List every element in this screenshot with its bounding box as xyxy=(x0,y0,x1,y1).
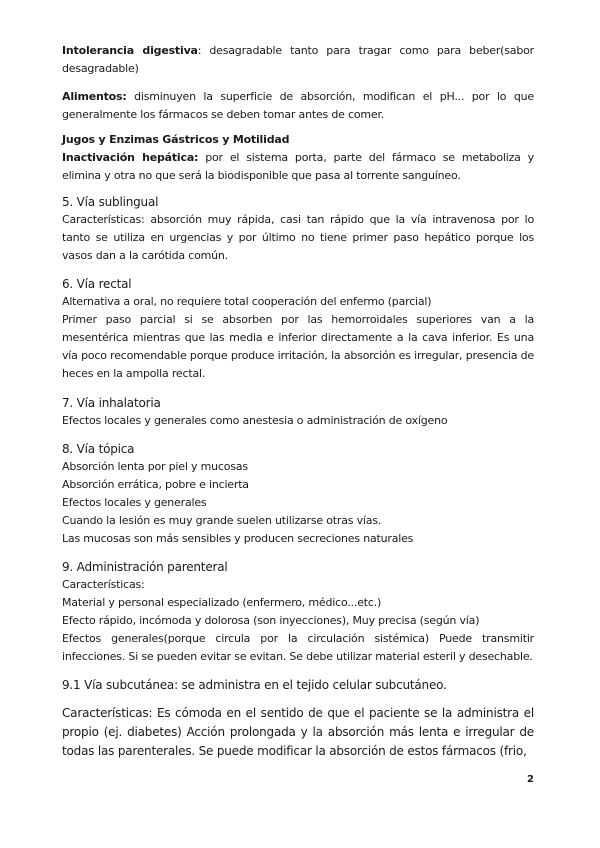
page-number: 2 xyxy=(527,774,534,785)
term-inactivacion: Inactivación hepática: xyxy=(62,151,199,164)
heading-jugos: Jugos y Enzimas Gástricos y Motilidad xyxy=(62,133,290,146)
parenteral-line: Características: xyxy=(62,578,145,591)
text-alimentos: disminuyen la superficie de absorción, modifican el pH... por lo que generalmente los fármacos se deben tomar antes de comer. xyxy=(62,90,534,121)
heading-subcutanea: 9.1 Vía subcutánea: se administra en el tejido celular subcutáneo. xyxy=(62,678,447,692)
heading-rectal: 6. Vía rectal xyxy=(62,277,132,291)
heading-sublingual: 5. Vía sublingual xyxy=(62,195,159,209)
topica-line: Absorción lenta por piel y mucosas xyxy=(62,460,248,473)
paragraph-inactivacion xyxy=(62,149,534,185)
topica-line: Las mucosas son más sensibles y producen secreciones naturales xyxy=(62,532,414,545)
heading-inhalatoria: 7. Vía inhalatoria xyxy=(62,396,161,410)
parenteral-line: Material y personal especializado (enfermero, médico...etc.) xyxy=(62,596,382,609)
paragraph-sublingual: Características: absorción muy rápida, casi tan rápido que la vía intravenosa por lo tanto se utiliza en urgencias y por último no tiene primer paso hepático porque los vasos dan a la carótida común. xyxy=(62,213,534,262)
paragraph-intolerancia xyxy=(62,42,534,78)
term-intolerancia: Intolerancia digestiva xyxy=(62,44,198,57)
paragraph-subcutanea: Características: Es cómoda en el sentido de que el paciente se la administra el propio (ej. diabetes) Acción prolongada y la absorción más lenta e irregular de todas las parenterales. Se puede modificar la absorción de estos fármacos (frio, xyxy=(62,706,534,758)
topica-line: Efectos locales y generales xyxy=(62,496,207,509)
parenteral-line: Efecto rápido, incómoda y dolorosa (son inyecciones), Muy precisa (según vía) xyxy=(62,614,480,627)
parenteral-line: Efectos generales(porque circula por la circulación sistémica) Puede transmitir infecciones. Si se pueden evitar se evitan. Se debe utilizar material esteril y desechable. xyxy=(62,632,534,663)
heading-parenteral: 9. Administración parenteral xyxy=(62,560,228,574)
topica-line: Absorción errática, pobre e incierta xyxy=(62,478,249,491)
paragraph-rectal-2: Primer paso parcial si se absorben por las hemorroidales superiores van a la mesentérica mientras que las media e inferior directamente a la cava inferior. Es una vía poco recomendable porque produce irritación, la absorción es irregular, presencia de heces en la ampolla rectal. xyxy=(62,313,534,380)
term-alimentos: Alimentos: xyxy=(62,90,127,103)
text-intolerancia: : desagradable tanto para tragar como para beber(sabor desagradable) xyxy=(62,44,534,75)
text-inactivacion: por el sistema porta, parte del fármaco se metaboliza y elimina y otra no que será la biodisponible que pasa al torrente sanguíneo. xyxy=(62,151,534,182)
paragraph-inhalatoria: Efectos locales y generales como anestesia o administración de oxígeno xyxy=(62,414,448,427)
paragraph-alimentos xyxy=(62,88,534,124)
heading-topica: 8. Vía tópica xyxy=(62,442,135,456)
topica-line: Cuando la lesión es muy grande suelen utilizarse otras vías. xyxy=(62,514,382,527)
paragraph-rectal-1: Alternativa a oral, no requiere total cooperación del enfermo (parcial) xyxy=(62,295,432,308)
